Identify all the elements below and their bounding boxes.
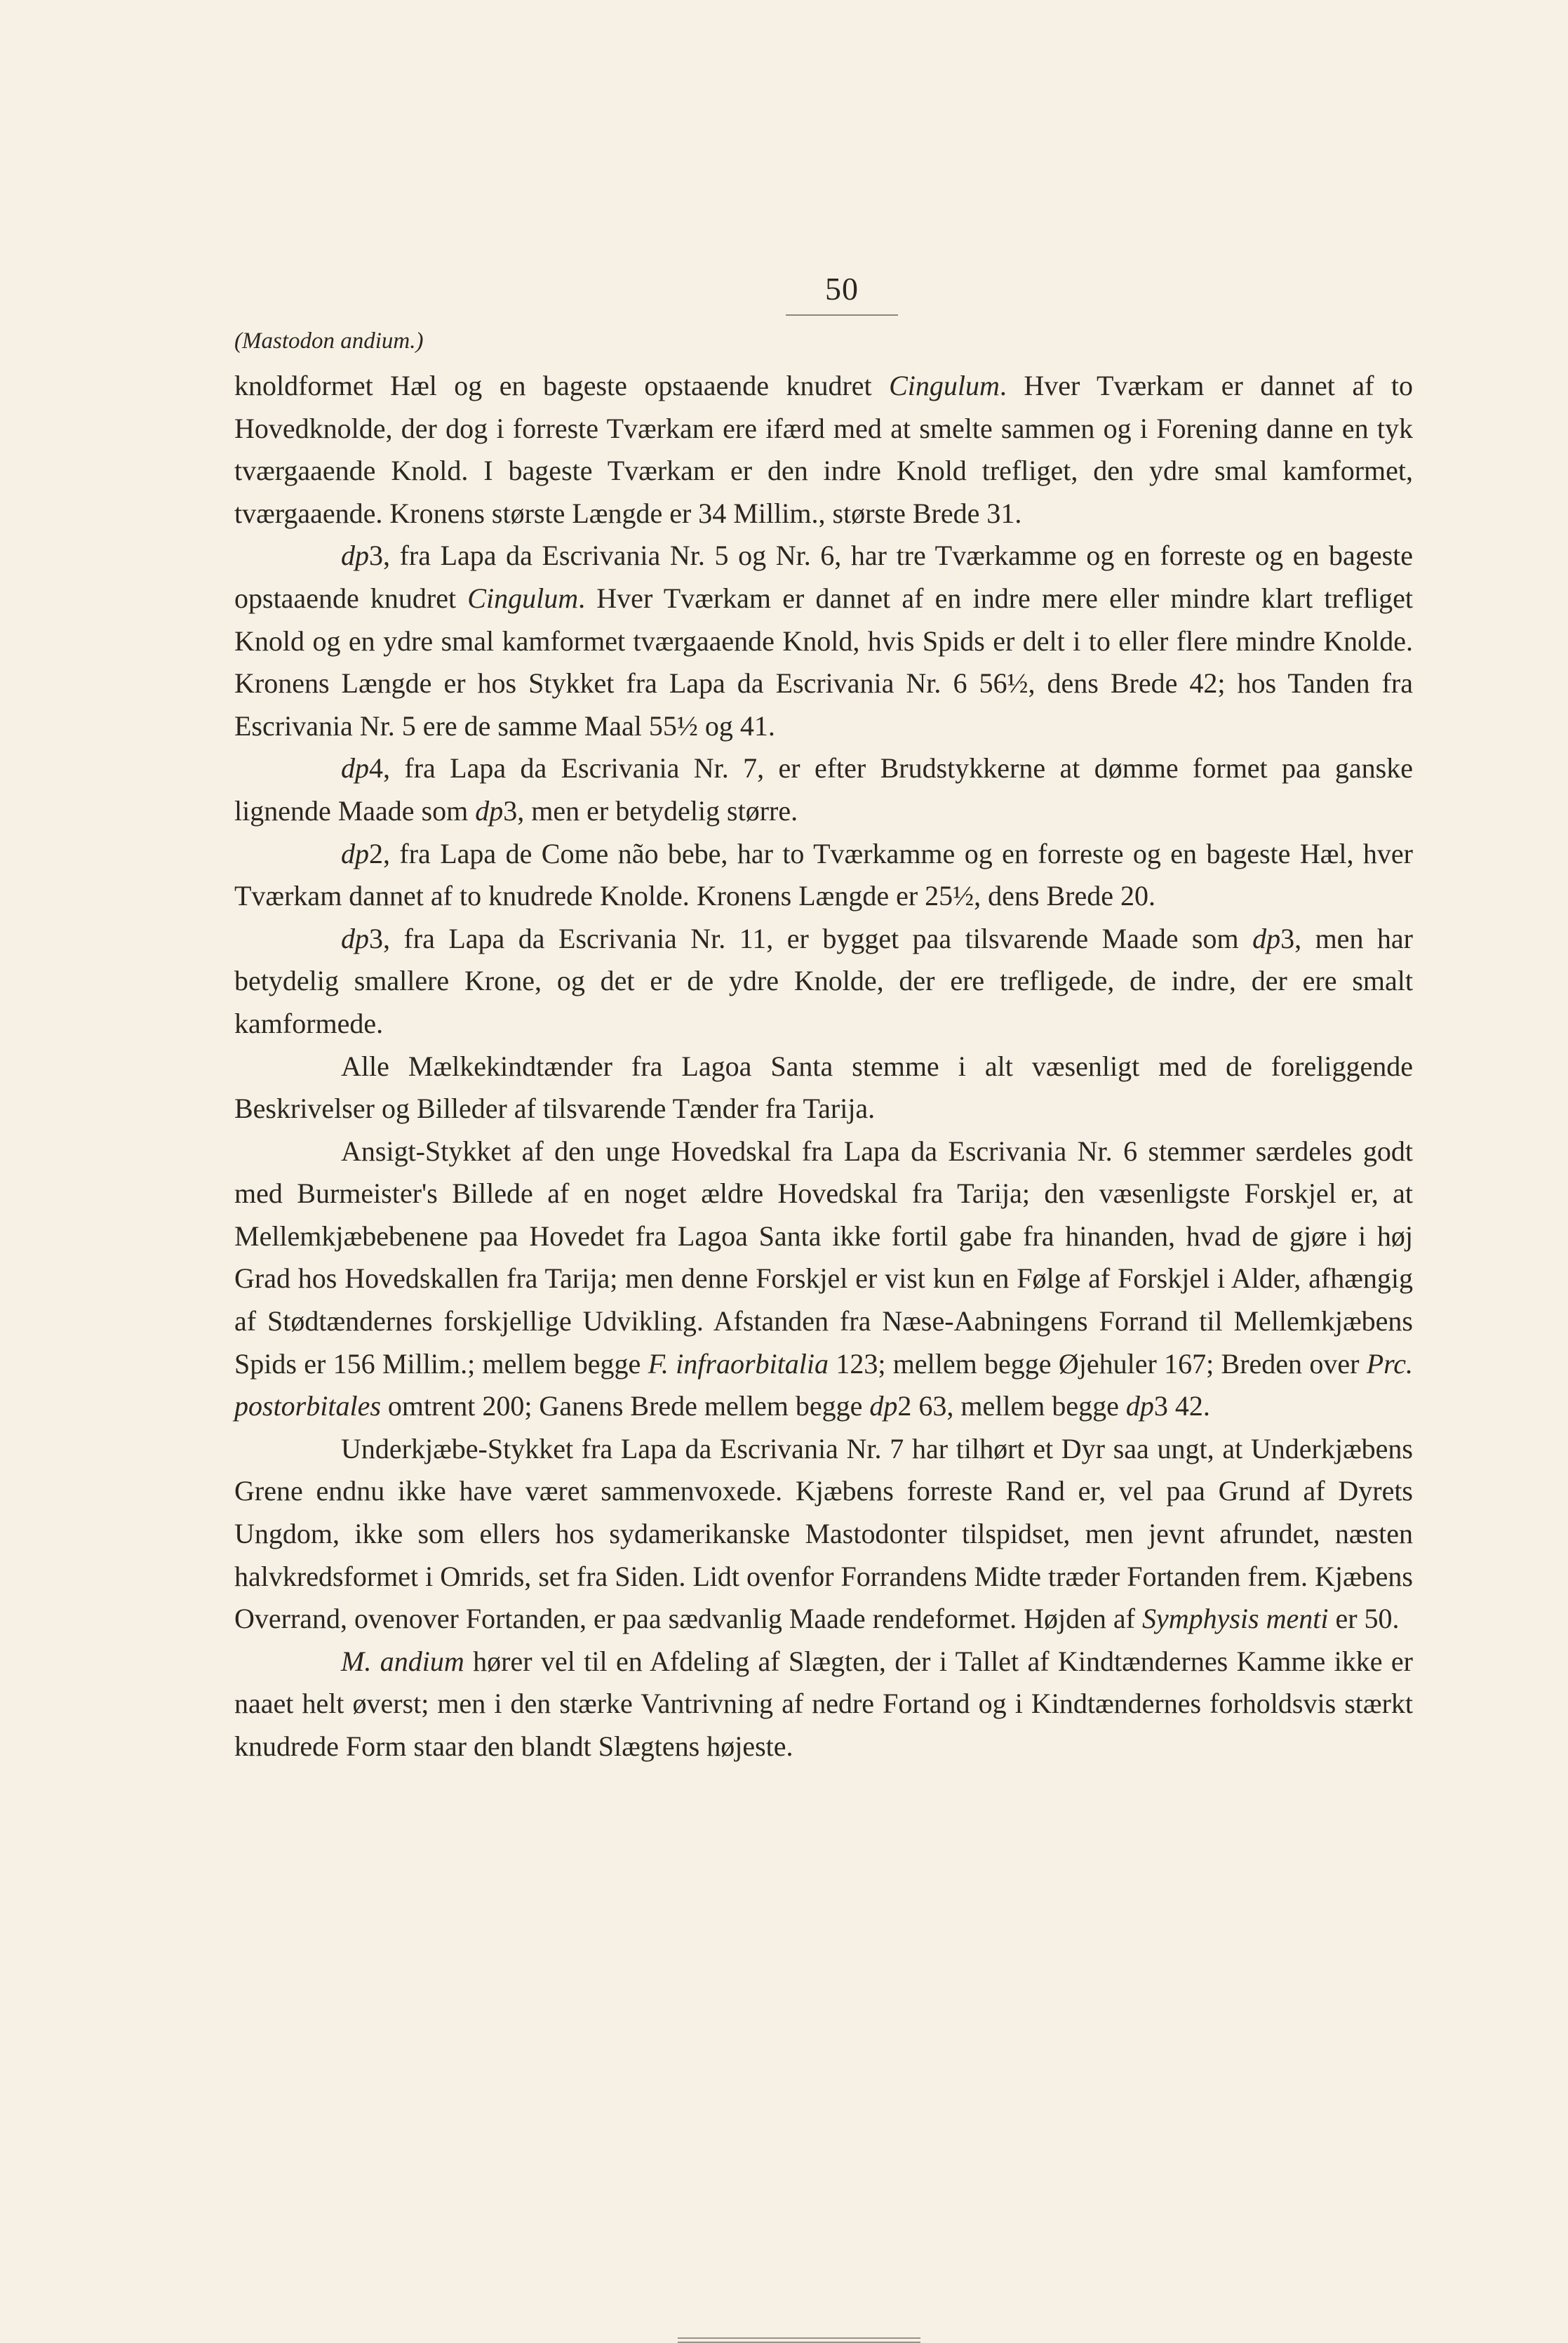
paragraph (234, 1130, 1413, 1428)
italic-text: Symphysis menti (1141, 1603, 1329, 1635)
text-run: 3, men er betydelig større. (503, 794, 798, 827)
text-run: knoldformet Hæl og en bageste opstaaende knudret (234, 370, 890, 401)
paragraph (234, 1641, 1413, 1768)
italic-text: F. infraorbitalia (648, 1347, 829, 1380)
paragraph (234, 833, 1413, 918)
italic-text: dp (341, 752, 369, 785)
text-run: 2 63, mellem begge (897, 1390, 1126, 1422)
body-text (234, 365, 1413, 1768)
italic-text: dp (341, 837, 369, 869)
text-run: Alle Mælkekindtænder fra Lagoa Santa stemme i alt væsenligt med de foreliggende Beskrivelser og Billeder af tilsvarende Tænder fra Tarija. (234, 1050, 1413, 1125)
text-run: Underkjæbe-Stykket fra Lapa da Escrivania Nr. 7 har tilhørt et Dyr saa ungt, at Underkjæbens Grene endnu ikke have været sammenvoxede. Kjæbens forreste Rand er, vel paa Grund af Dyrets Ungdom, ikke som ellers hos sydamerikanske Mastodonter tilspidset, men jevnt afrundet, næsten halvkredsformet i Omrids, set fra Siden. Lidt ovenfor Forrandens Midte træder Fortanden frem. Kjæbens Overrand, ovenover Fortanden, er paa sædvanlig Maade rendeformet. Højden af (234, 1432, 1413, 1635)
text-run: 3, fra Lapa da Escrivania Nr. 5 og Nr. 6, har tre Tværkamme og en forreste og en bageste opstaaende knudret (234, 540, 1413, 614)
text-run: 4, fra Lapa da Escrivania Nr. 7, er efter Brudstykkerne at dømme formet paa ganske lignende Maade som (234, 752, 1413, 827)
text-run: omtrent 200; Ganens Brede mellem begge (380, 1390, 870, 1422)
text-run: . Hver Tværkam er dannet af to Hovedknolde, der dog i forreste Tværkam ere ifærd med at smelte sammen og i Forening danne en tyk tværgaaende Knold. I bageste Tværkam er den indre Knold trefliget, den ydre smal kamformet, tværgaaende. Kronens største Længde er 34 Millim., største Brede 31. (234, 370, 1413, 529)
text-run: hører vel til en Afdeling af Slægten, der i Tallet af Kindtændernes Kamme ikke er naaet helt øverst; men i den stærke Vantrivning af nedre Fortand og i Kindtændernes forholdsvis stærkt knudrede Form staar den blandt Slægtens højeste. (234, 1645, 1413, 1762)
text-run: 3 42. (1153, 1390, 1210, 1422)
text-run: er 50. (1328, 1603, 1400, 1635)
italic-text: Cingulum (467, 582, 579, 614)
italic-text: Cingulum (889, 370, 1000, 401)
paragraph (234, 365, 1413, 535)
page-number: 50 (786, 270, 898, 316)
paragraph (234, 1428, 1413, 1641)
text-run: Ansigt-Stykket af den unge Hovedskal fra Lapa da Escrivania Nr. 6 stemmer særdeles godt med Burmeister's Billede af en noget ældre Hovedskal fra Tarija; den væsenligste Forskjel er, at Mellemkjæbebenene paa Hovedet fra Lagoa Santa ikke fortil gabe fra hinanden, hvad de gjøre i høj Grad hos Hovedskallen fra Tarija; men denne Forskjel er vist kun en Følge af Forskjel i Alder, afhængig af Stødtændernes forskjellige Udvikling. Afstanden fra Næse-Aabningens Forrand til Mellemkjæbens Spids er 156 Millim.; mellem begge (234, 1135, 1413, 1380)
running-head: (Mastodon andium.) (234, 328, 424, 354)
paragraph (234, 747, 1413, 832)
italic-text: dp (1252, 922, 1281, 954)
text-run: 2, fra Lapa de Come não bebe, har to Tværkamme og en forreste og en bageste Hæl, hver Tværkam dannet af to knudrede Knolde. Kronens Længde er 25½, dens Brede 20. (234, 837, 1413, 912)
text-run: 3, men har betydelig smallere Krone, og det er de ydre Knolde, der ere trefligede, de indre, der ere smalt kamformede. (234, 922, 1413, 1039)
italic-text: M. andium (341, 1645, 464, 1677)
italic-text: dp (1125, 1390, 1154, 1422)
paragraph (234, 918, 1413, 1046)
paragraph (234, 535, 1413, 747)
text-run: 3, fra Lapa da Escrivania Nr. 11, er bygget paa tilsvarende Maade som (369, 922, 1253, 954)
text-run: 123; mellem begge Øjehuler 167; Breden over (829, 1347, 1367, 1380)
italic-text: dp (869, 1390, 898, 1422)
italic-text: dp (475, 794, 504, 827)
italic-text: dp (341, 922, 369, 954)
italic-text: dp (341, 540, 369, 572)
paragraph (234, 1046, 1413, 1130)
text-run: . Hver Tværkam er dannet af en indre mere eller mindre klart trefliget Knold og en ydre smal kamformet tværgaaende Knold, hvis Spids er delt i to eller flere mindre Knolde. Kronens Længde er hos Stykket fra Lapa da Escrivania Nr. 6 56½, dens Brede 42; hos Tanden fra Escrivania Nr. 5 ere de samme Maal 55½ og 41. (234, 582, 1413, 742)
italic-text: Prc. postorbitales (234, 1347, 1413, 1422)
end-rule (678, 2337, 920, 2339)
